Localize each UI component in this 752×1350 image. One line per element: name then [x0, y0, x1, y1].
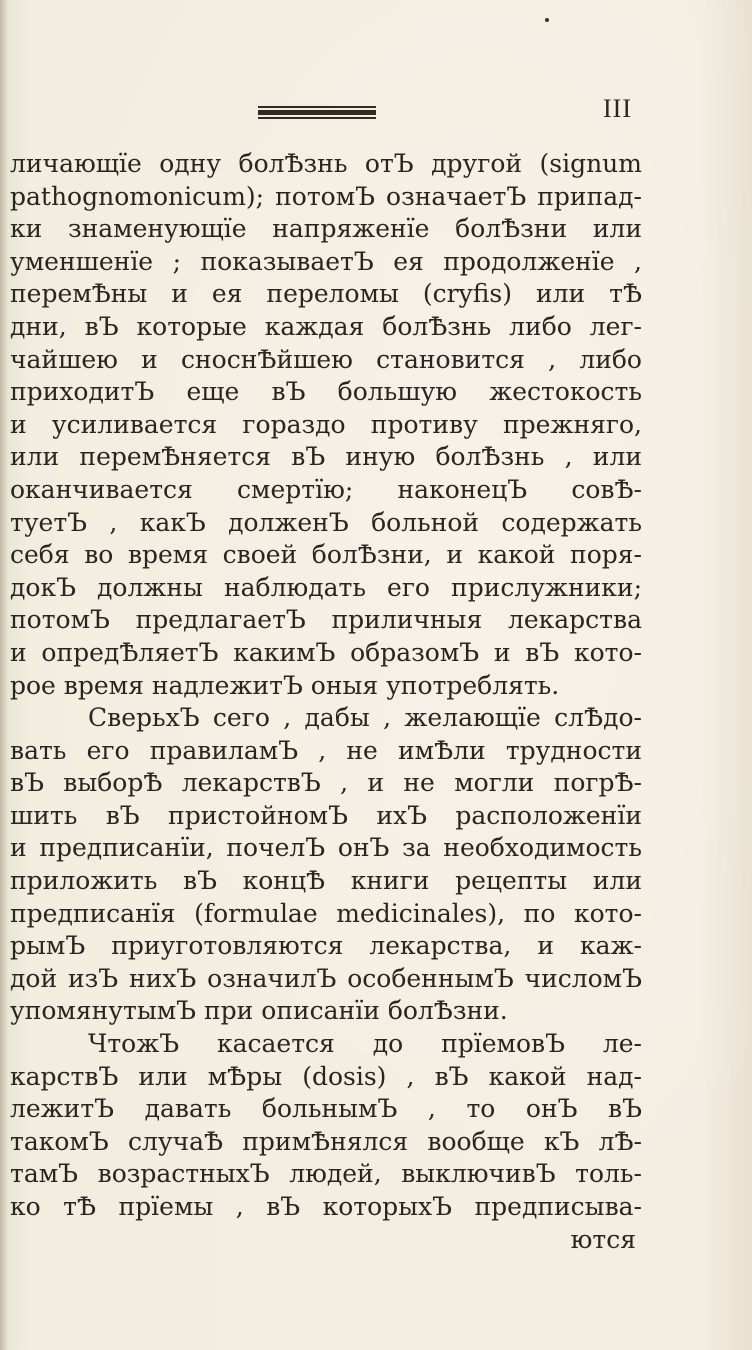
- text-line: уменшенїе ; показываетЪ ея продолженїе ,: [10, 246, 642, 276]
- text-line: и усиливается гораздо противу прежняго,: [10, 409, 642, 439]
- text-line: и опредѢляетЪ какимЪ образомЪ и вЪ кото-: [10, 637, 642, 667]
- text-line: себя во время своей болѢзни, и какой поря-: [10, 540, 642, 570]
- text-line: ко тѢ прїемы , вЪ которыхЪ предписыва-: [10, 1192, 642, 1221]
- text-line: вать его правиламЪ , не имѢли трудности: [10, 735, 642, 765]
- ink-speck: [545, 18, 549, 22]
- text-line: карствЪ или мѢры (dosis) , вЪ какой над-: [10, 1061, 642, 1091]
- text-line: потомЪ предлагаетЪ приличныя лекарства: [10, 605, 642, 635]
- text-line: рое время надлежитЪ оныя употреблять.: [10, 670, 560, 700]
- text-line: упомянутымЪ при описанїи болѢзни.: [10, 996, 508, 1026]
- header-ornament-rule: [258, 106, 376, 119]
- binding-shadow: [0, 0, 8, 1350]
- text-line: приходитЪ еще вЪ большую жестокость: [10, 377, 642, 407]
- text-line: дни, вЪ которые каждая болѢзнь либо лег-: [10, 311, 642, 341]
- text-line: такомЪ случаѢ примѢнялся вообще кЪ лѢ-: [10, 1126, 642, 1156]
- text-line-paragraph-start: ЧтожЪ касается до прїемовЪ ле-: [88, 1029, 642, 1059]
- text-line: дой изЪ нихЪ означилЪ особеннымЪ числомЪ: [10, 963, 642, 993]
- text-line: предписанїя (formulae medicinales), по кото-: [10, 898, 642, 928]
- text-line: личающїе одну болѢзнь отЪ другой (signum: [10, 149, 642, 178]
- catchword: ются: [570, 1224, 636, 1254]
- text-line: оканчивается смертїю; наконецЪ совѢ-: [10, 474, 642, 504]
- text-line: тамЪ возрастныхЪ людей, выключивЪ толь-: [10, 1159, 642, 1189]
- text-line: pathognomonicum); потомЪ означаетЪ припад-: [10, 181, 642, 211]
- body-text: [10, 148, 642, 1256]
- text-line: и предписанїи, почелЪ онЪ за необходимость: [10, 833, 642, 863]
- text-line-paragraph-start: СверьхЪ сего , дабы , желающїе слѢдо-: [88, 703, 642, 733]
- text-line: лежитЪ давать больнымЪ , то онЪ вЪ: [10, 1094, 642, 1124]
- text-line: перемѢны и ея переломы (cryfis) или тѢ: [10, 279, 642, 309]
- text-line: туетЪ , какЪ долженЪ больной содержать: [10, 507, 642, 537]
- text-line: ки знаменующїе напряженїе болѢзни или: [10, 214, 642, 244]
- text-line: вЪ выборѢ лекарствЪ , и не могли погрѢ-: [10, 768, 642, 798]
- text-line: докЪ должны наблюдать его прислужники;: [10, 572, 642, 602]
- text-line: или перемѢняется вЪ иную болѢзнь , или: [10, 442, 642, 472]
- text-line: приложить вЪ концѢ книги рецепты или: [10, 866, 642, 896]
- text-line: рымЪ приуготовляются лекарства, и каж-: [10, 931, 642, 961]
- text-line: чайшею и сноснѢйшею становится , либо: [10, 344, 642, 374]
- page-number: III: [603, 94, 632, 123]
- text-line: шить вЪ пристойномЪ ихЪ расположенїи: [10, 800, 642, 830]
